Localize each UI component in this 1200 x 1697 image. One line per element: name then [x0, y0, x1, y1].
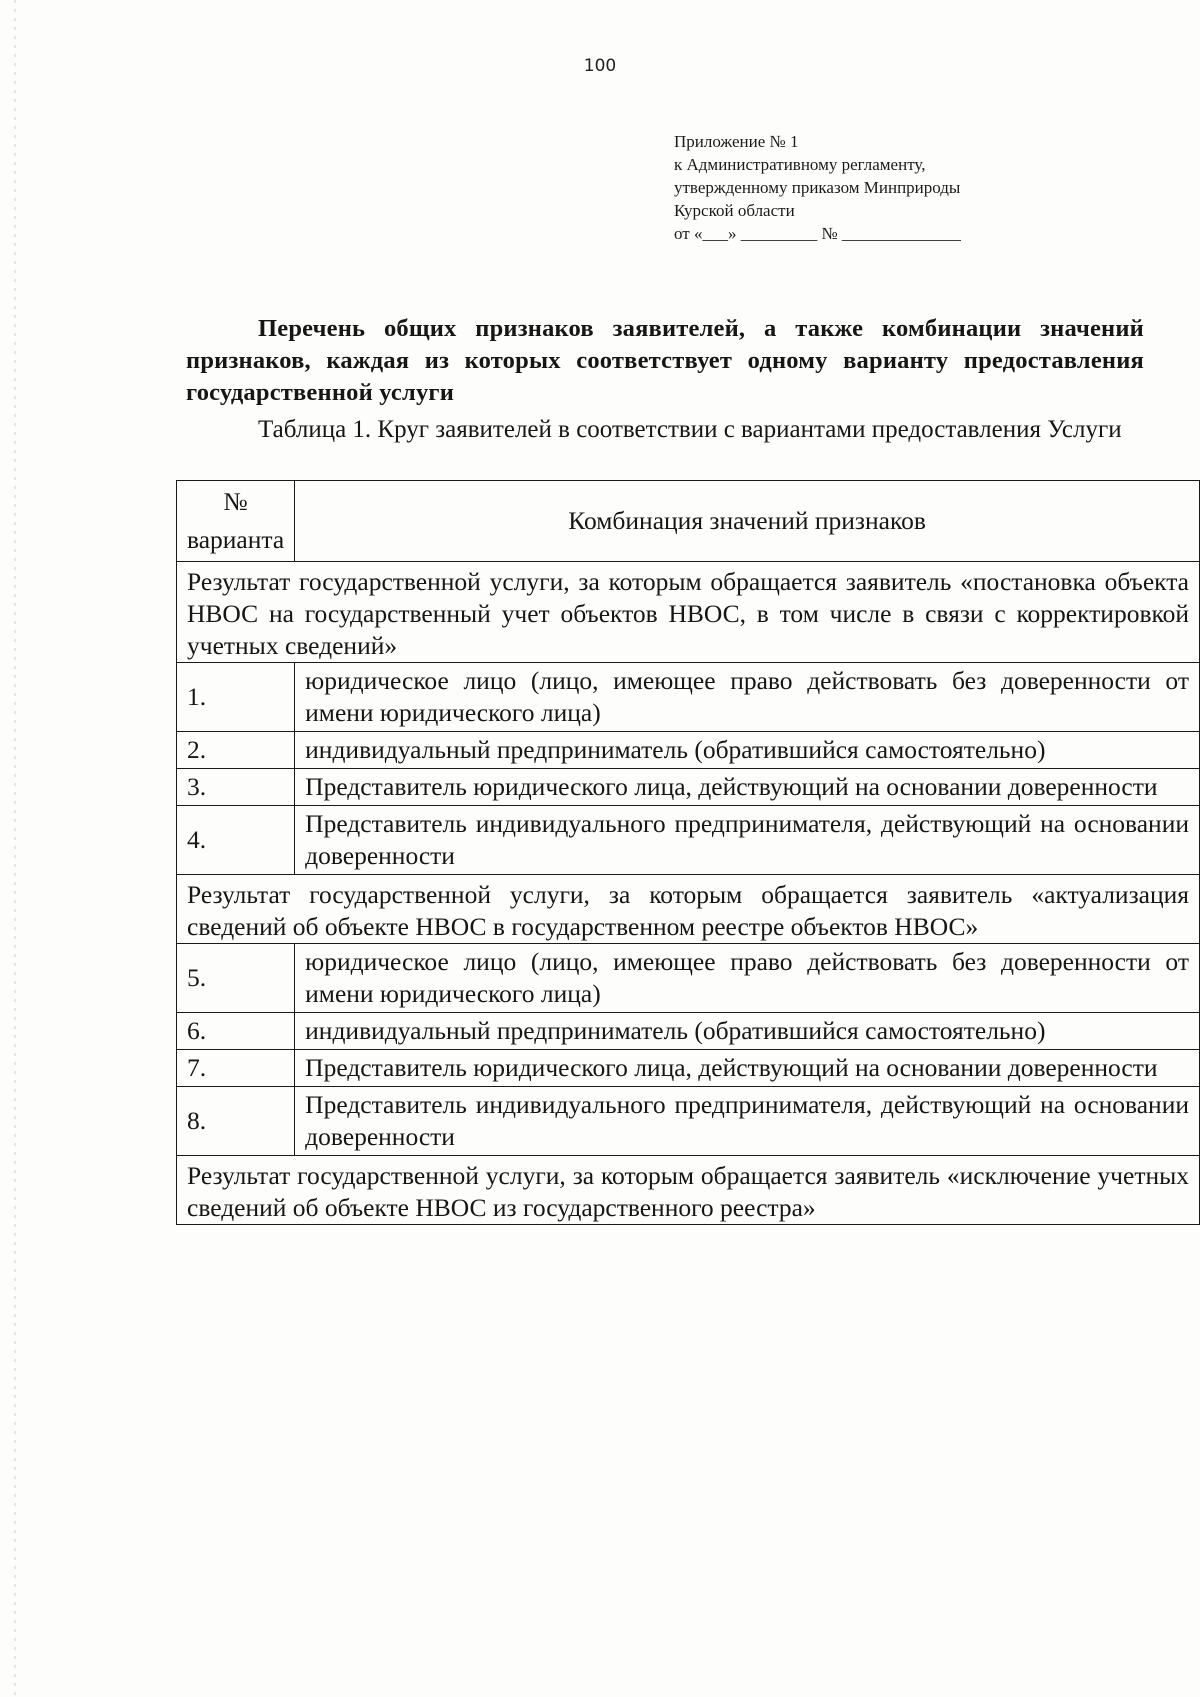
variant-description: Представитель индивидуального предпринимателя, действующий на основании доверенности — [295, 1087, 1200, 1156]
result-group-row — [177, 562, 1200, 663]
variant-number: 1. — [177, 663, 295, 732]
table-header-row — [177, 481, 1200, 562]
variant-description: Представитель индивидуального предпринимателя, действующий на основании доверенности — [295, 806, 1200, 875]
header-combination: Комбинация значений признаков — [295, 481, 1200, 562]
table-row — [177, 1013, 1200, 1050]
variant-number: 8. — [177, 1087, 295, 1156]
table-row — [177, 1050, 1200, 1087]
appendix-line: от «___» _________ № ______________ — [674, 224, 961, 243]
variant-description: Представитель юридического лица, действующий на основании доверенности — [295, 1050, 1200, 1087]
page-number: 100 — [583, 56, 617, 76]
table-row — [177, 806, 1200, 875]
appendix-line: утвержденному приказом Минприроды — [674, 178, 961, 197]
appendix-line: Приложение № 1 — [674, 132, 799, 151]
variant-description: Представитель юридического лица, действующий на основании доверенности — [295, 769, 1200, 806]
result-group-text: Результат государственной услуги, за которым обращается заявитель «исключение учетных сведений об объекте НВОС из государственного реестра» — [177, 1156, 1200, 1225]
result-group-row — [177, 875, 1200, 944]
table-row — [177, 663, 1200, 732]
variant-number: 6. — [177, 1013, 295, 1050]
result-group-text: Результат государственной услуги, за которым обращается заявитель «постановка объекта НВОС на государственный учет объектов НВОС, в том числе в связи с корректировкой учетных сведений» — [177, 562, 1200, 663]
appendix-line: к Административному регламенту, — [674, 155, 926, 174]
document-title: Перечень общих признаков заявителей, а также комбинации значений признаков, каждая из которых соответствует одному варианту предоставления государственной услуги — [186, 315, 1144, 406]
result-group-row — [177, 1156, 1200, 1225]
header-variant-number: № варианта — [177, 481, 295, 562]
variant-number: 7. — [177, 1050, 295, 1087]
table-row — [177, 732, 1200, 769]
variant-description: юридическое лицо (лицо, имеющее право действовать без доверенности от имени юридического лица) — [295, 944, 1200, 1013]
result-group-text: Результат государственной услуги, за которым обращается заявитель «актуализация сведений об объекте НВОС в государственном реестре объектов НВОС» — [177, 875, 1200, 944]
scan-edge-artifact — [14, 0, 16, 1697]
appendix-line: Курской области — [674, 201, 795, 220]
variant-description: индивидуальный предприниматель (обратившийся самостоятельно) — [295, 732, 1200, 769]
table-row — [177, 944, 1200, 1013]
applicants-table — [176, 480, 1200, 1225]
variant-number: 5. — [177, 944, 295, 1013]
table-row — [177, 1087, 1200, 1156]
applicants-table-body — [177, 481, 1200, 1225]
appendix-note — [674, 130, 1054, 245]
variant-number: 4. — [177, 806, 295, 875]
table-row — [177, 769, 1200, 806]
table-caption: Таблица 1. Круг заявителей в соответствии с вариантами предоставления Услуги — [258, 416, 1122, 443]
variant-description: индивидуальный предприниматель (обратившийся самостоятельно) — [295, 1013, 1200, 1050]
variant-description: юридическое лицо (лицо, имеющее право действовать без доверенности от имени юридического лица) — [295, 663, 1200, 732]
variant-number: 2. — [177, 732, 295, 769]
variant-number: 3. — [177, 769, 295, 806]
